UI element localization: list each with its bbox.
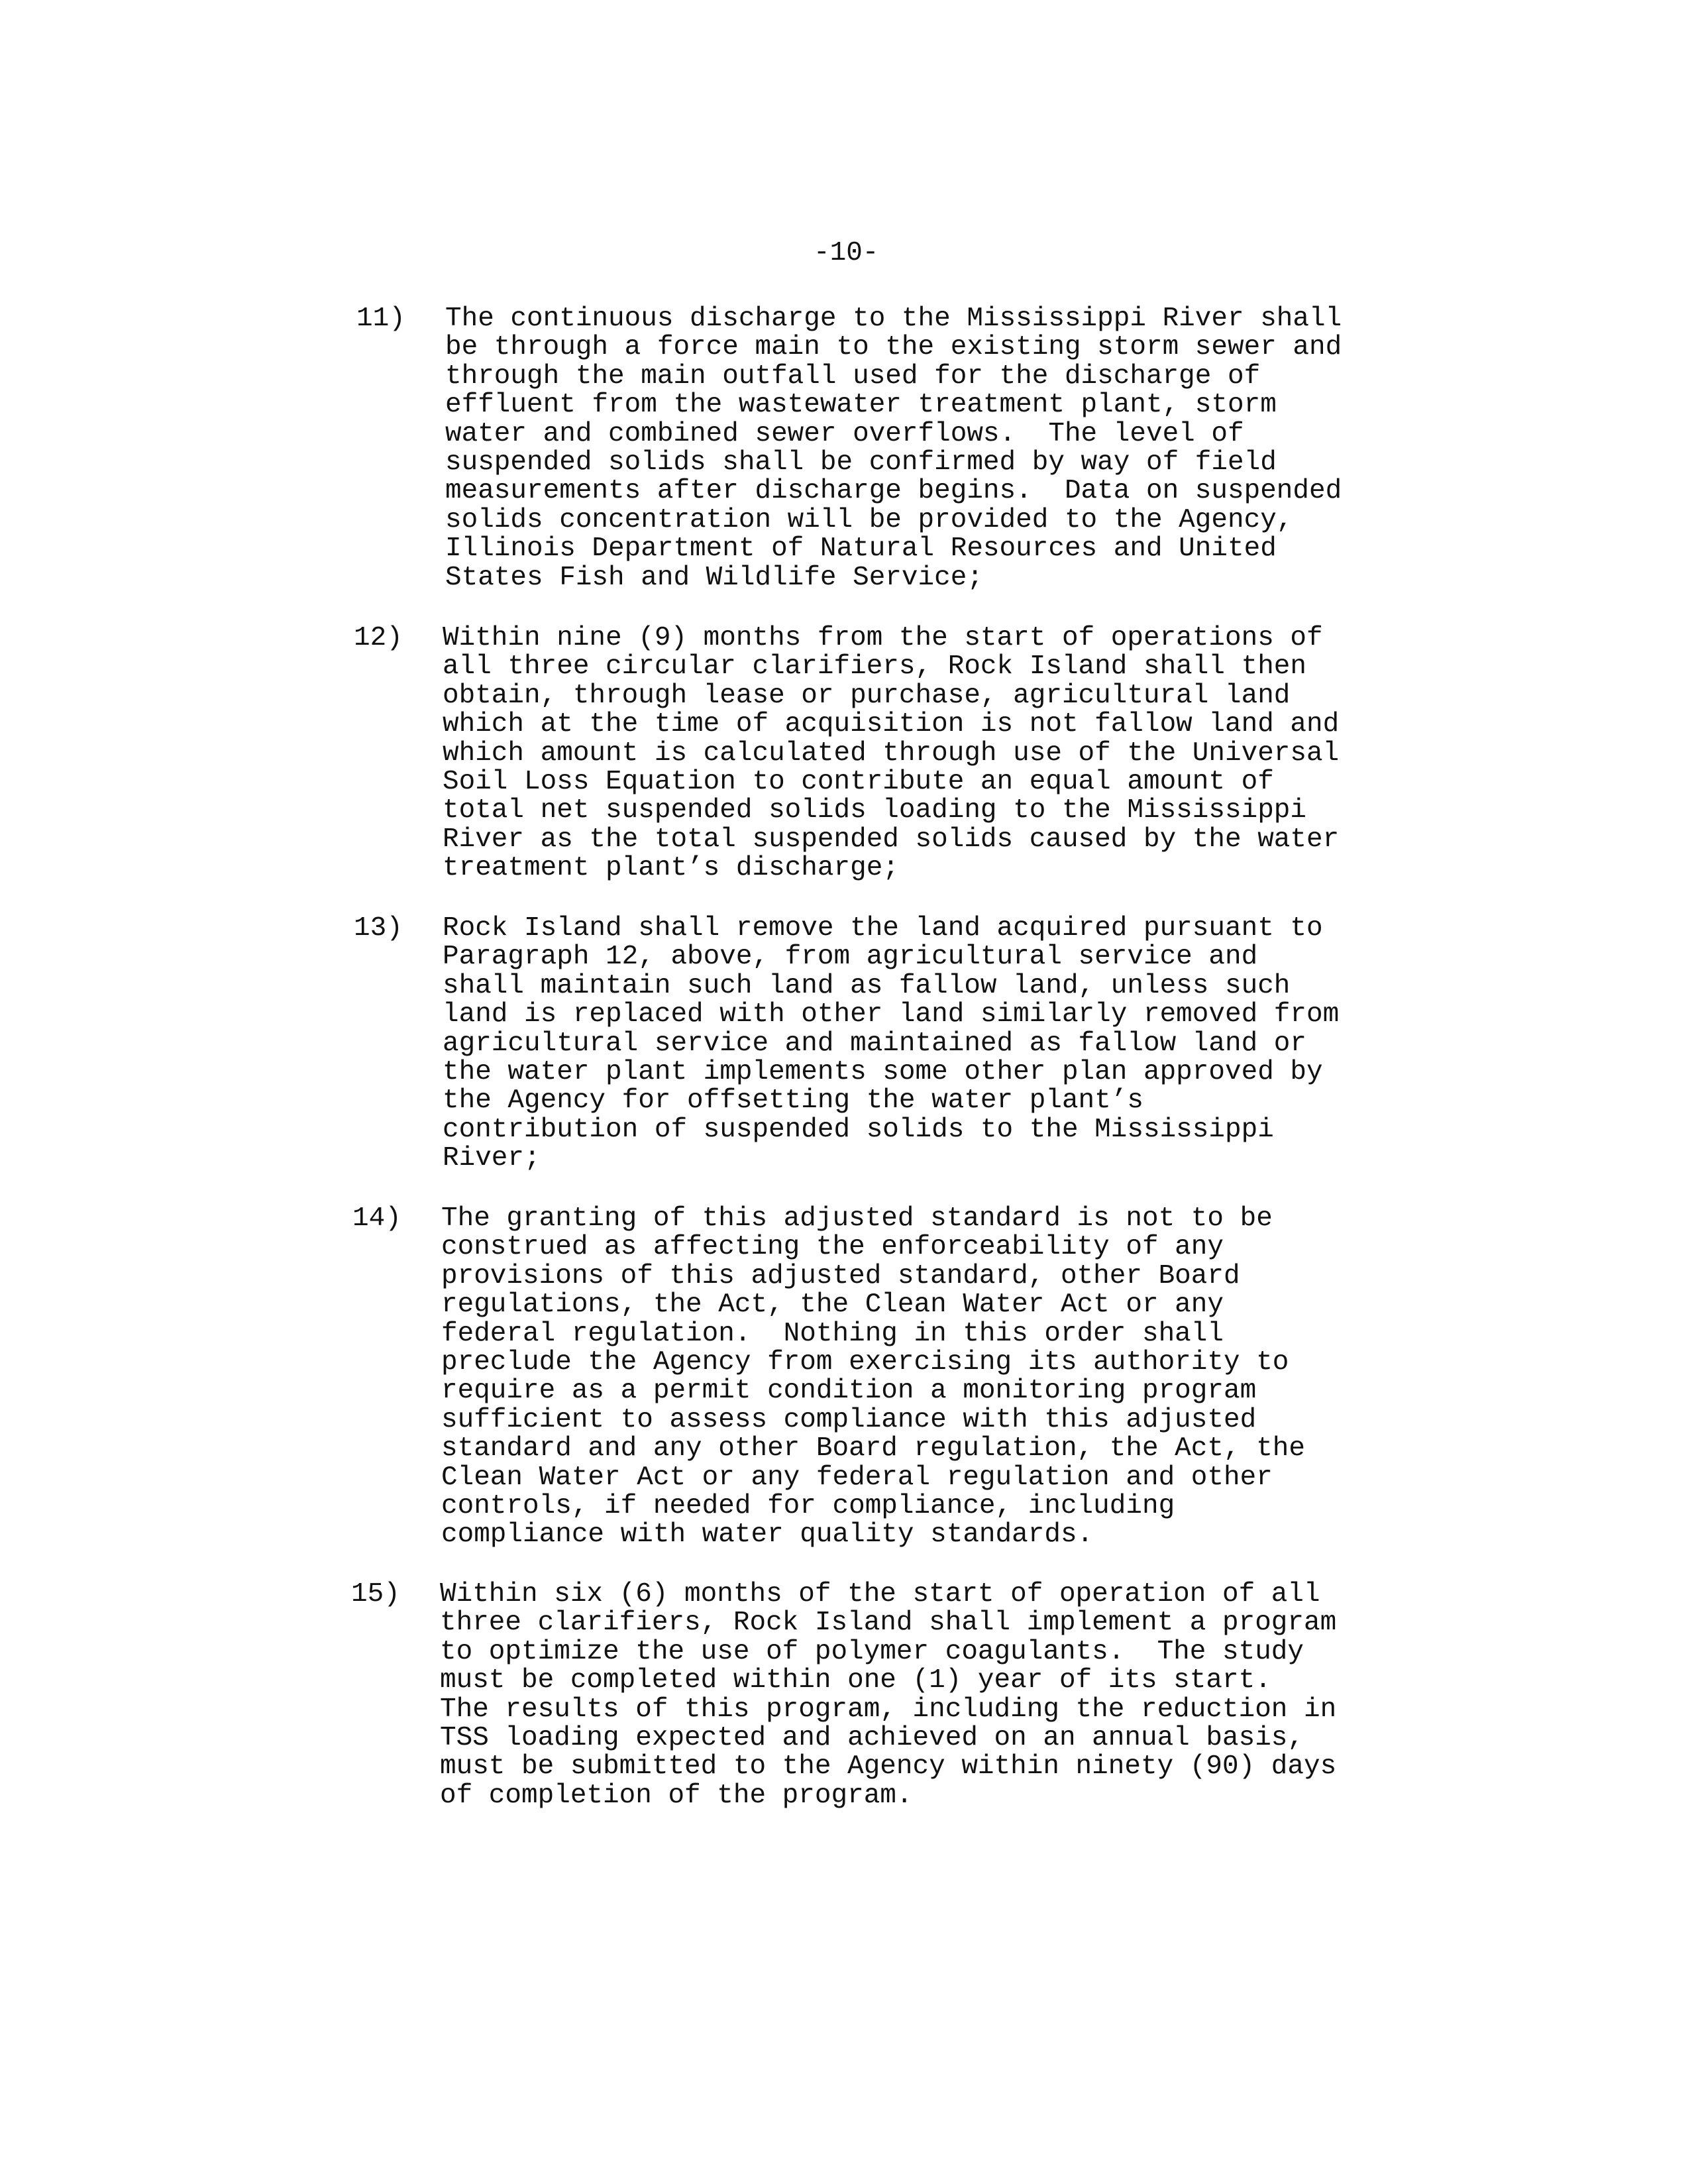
paragraph-text bbox=[440, 1580, 1473, 1810]
text-line: land is replaced with other land similarly removed from bbox=[443, 999, 1340, 1030]
text-line: Clean Water Act or any federal regulation and other bbox=[441, 1462, 1273, 1493]
text-line: regulations, the Act, the Clean Water Act or any bbox=[441, 1289, 1224, 1321]
text-line: Illinois Department of Natural Resources and United bbox=[445, 533, 1277, 565]
text-line: three clarifiers, Rock Island shall implement a program bbox=[440, 1608, 1337, 1639]
text-line: provisions of this adjusted standard, other Board bbox=[441, 1260, 1240, 1291]
text-line: preclude the Agency from exercising its authority to bbox=[441, 1347, 1289, 1378]
text-line: solids concentration will be provided to the Agency, bbox=[445, 504, 1293, 535]
text-line: Soil Loss Equation to contribute an equal amount of bbox=[443, 767, 1274, 798]
text-line: shall maintain such land as fallow land, unless such bbox=[443, 970, 1291, 1001]
text-line: which at the time of acquisition is not fallow land and bbox=[443, 709, 1340, 740]
text-line: The granting of this adjusted standard is not to be bbox=[441, 1203, 1273, 1234]
text-line: Within nine (9) months from the start of operations of bbox=[443, 623, 1323, 653]
paragraph-text bbox=[443, 914, 1476, 1174]
text-line: which amount is calculated through use of the Universal bbox=[443, 737, 1340, 769]
text-line: through the main outfall used for the discharge of bbox=[445, 360, 1261, 392]
paragraph-number: 12) bbox=[354, 623, 403, 653]
text-line: must be completed within one (1) year of its start. bbox=[440, 1665, 1271, 1696]
text-line: suspended solids shall be confirmed by way of field bbox=[445, 447, 1277, 478]
text-line: must be submitted to the Agency within ninety (90) days bbox=[440, 1751, 1337, 1782]
text-line: States Fish and Wildlife Service; bbox=[445, 562, 983, 593]
text-line: total net suspended solids loading to the Mississippi bbox=[443, 795, 1307, 826]
text-line: obtain, through lease or purchase, agricultural land bbox=[443, 680, 1291, 711]
text-line: River; bbox=[443, 1143, 541, 1174]
text-line: require as a permit condition a monitoring program bbox=[441, 1376, 1257, 1407]
text-line: River as the total suspended solids caused by the water bbox=[443, 824, 1340, 855]
text-line: to optimize the use of polymer coagulants. The study bbox=[440, 1636, 1304, 1667]
paragraph-number: 15) bbox=[351, 1579, 400, 1610]
text-line: the water plant implements some other plan approved by bbox=[443, 1057, 1323, 1088]
text-line: construed as affecting the enforceability of any bbox=[441, 1232, 1224, 1263]
text-line: be through a force main to the existing storm sewer and bbox=[445, 332, 1342, 363]
text-line: federal regulation. Nothing in this order shall bbox=[441, 1318, 1224, 1349]
page-number: -10- bbox=[814, 238, 879, 268]
paragraph-text bbox=[445, 305, 1479, 592]
text-line: water and combined sewer overflows. The level of bbox=[445, 418, 1244, 449]
text-line: the Agency for offsetting the water plant’s bbox=[443, 1085, 1143, 1117]
text-line: effluent from the wastewater treatment plant, storm bbox=[445, 390, 1277, 421]
text-line: Within six (6) months of the start of operation of all bbox=[440, 1579, 1320, 1610]
text-line: measurements after discharge begins. Data on suspended bbox=[445, 476, 1342, 507]
text-line: standard and any other Board regulation, the Act, the bbox=[441, 1433, 1306, 1464]
paragraph-text bbox=[441, 1205, 1475, 1550]
paragraph-number: 11) bbox=[356, 303, 405, 334]
text-line: The results of this program, including the reduction in bbox=[440, 1694, 1337, 1725]
text-line: agricultural service and maintained as fallow land or bbox=[443, 1028, 1307, 1059]
paragraph-number: 14) bbox=[352, 1203, 401, 1234]
text-line: TSS loading expected and achieved on an annual basis, bbox=[440, 1723, 1304, 1754]
text-line: sufficient to assess compliance with this adjusted bbox=[441, 1404, 1257, 1435]
paragraph-number: 13) bbox=[354, 913, 403, 944]
text-line: treatment plant’s discharge; bbox=[443, 853, 899, 884]
text-line: The continuous discharge to the Mississippi River shall bbox=[445, 303, 1342, 334]
text-line: contribution of suspended solids to the Mississippi bbox=[443, 1114, 1274, 1145]
text-line: Rock Island shall remove the land acquired pursuant to bbox=[443, 913, 1323, 944]
text-line: of completion of the program. bbox=[440, 1780, 913, 1811]
text-line: controls, if needed for compliance, including bbox=[441, 1491, 1175, 1522]
paragraph-text bbox=[443, 624, 1476, 883]
text-line: all three circular clarifiers, Rock Island shall then bbox=[443, 651, 1307, 682]
text-line: Paragraph 12, above, from agricultural service and bbox=[443, 942, 1258, 973]
text-line: compliance with water quality standards. bbox=[441, 1519, 1094, 1551]
